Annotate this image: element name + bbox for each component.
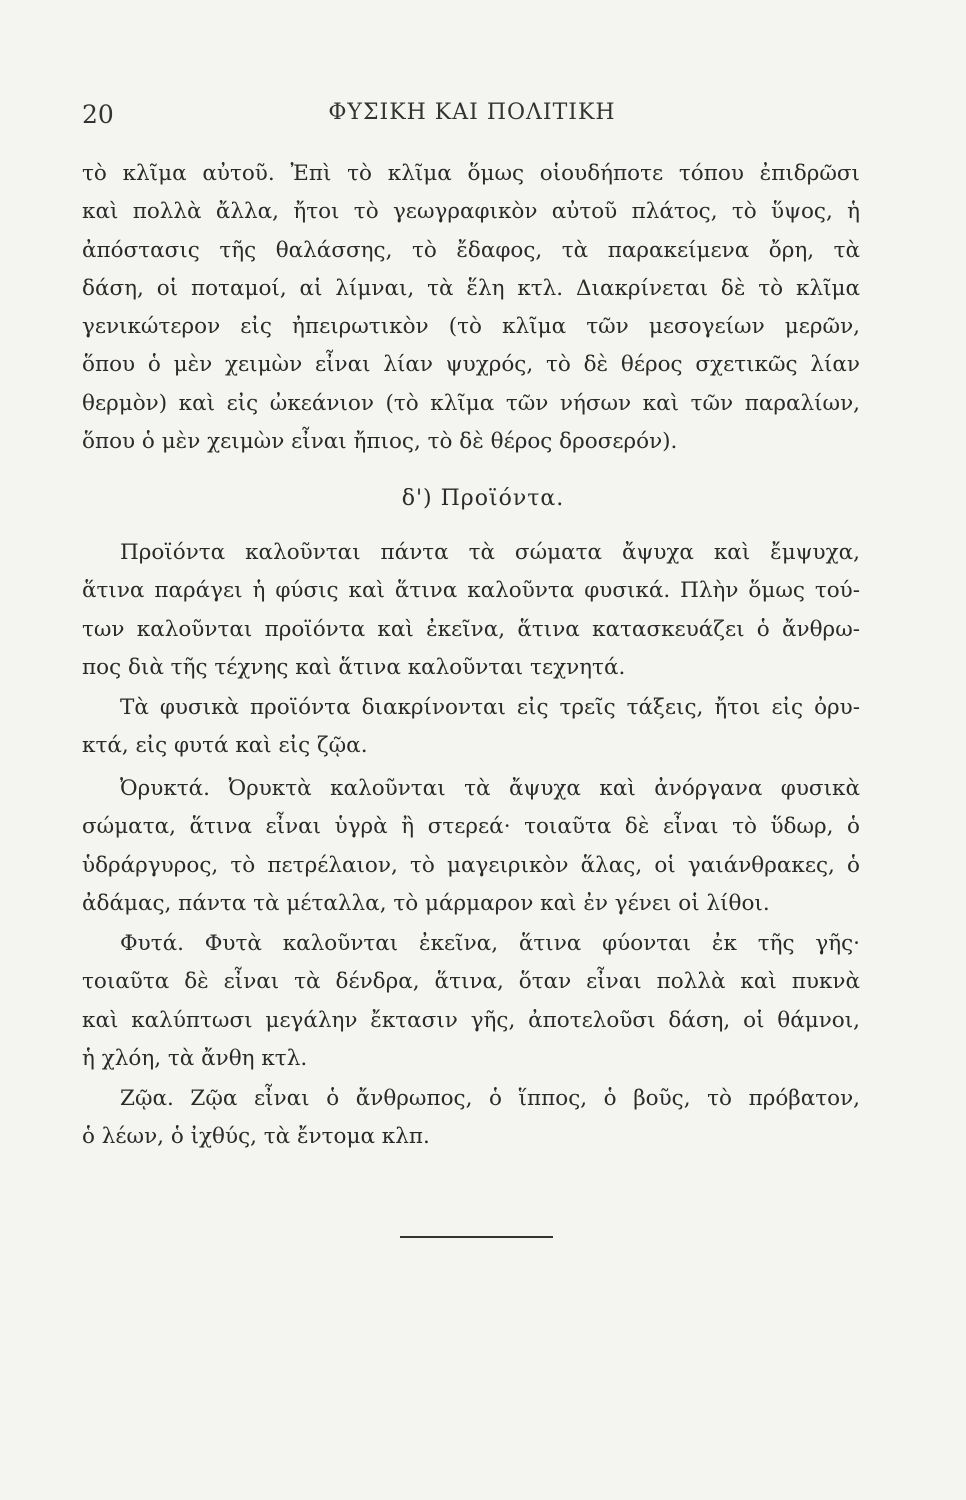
text-line: Φυτά. Φυτὰ καλοῦνται ἐκεῖνα, ἅτινα φύονται ἐκ τῆς γῆς· [120,931,860,956]
text-line: Ζῷα. Ζῷα εἶναι ὁ ἄνθρωπος, ὁ ἵππος, ὁ βοῦς, τὸ πρόβατον, [120,1086,860,1111]
paragraph-animals [82,1080,860,1157]
paragraph-products [82,534,860,687]
text-line: τὸ κλῖμα αὐτοῦ. Ἐπὶ τὸ κλῖμα ὅμως οἱουδήποτε τόπου ἐπιδρῶσι [82,161,860,186]
text-line: ὁ λέων, ὁ ἰχθύς, τὰ ἔντομα κλπ. [82,1124,430,1150]
text-line: Ὀρυκτά. Ὀρυκτὰ καλοῦνται τὰ ἄψυχα καὶ ἀνόργανα φυσικὰ [120,776,860,801]
text-line: ὅπου ὁ μὲν χειμὼν εἶναι λίαν ψυχρός, τὸ δὲ θέρος σχετικῶς λίαν [82,352,860,378]
text-line: κτά, εἰς φυτά καὶ εἰς ζῷα. [82,733,368,759]
section-heading: δ') Προϊόντα. [401,486,565,511]
text-line: δάση, οἱ ποταμοί, αἱ λίμναι, τὰ ἕλη κτλ. Διακρίνεται δὲ τὸ κλῖμα [82,275,860,301]
text-line: θερμὸν) καὶ εἰς ὠκεάνιον (τὸ κλῖμα τῶν νήσων καὶ τῶν παραλίων, [82,390,860,416]
paragraph-classes [82,689,860,766]
text-line: καὶ πολλὰ ἄλλα, ἤτοι τὸ γεωγραφικὸν αὐτοῦ πλάτος, τὸ ὕψος, ἡ [82,199,860,225]
text-line: των καλοῦνται προϊόντα καὶ ἐκεῖνα, ἅτινα κατασκευάζει ὁ ἄνθρω- [82,616,860,642]
paragraph-climate [82,155,860,461]
text-line: σώματα, ἅτινα εἶναι ὑγρὰ ἢ στερεά· τοιαῦτα δὲ εἶναι τὸ ὕδωρ, ὁ [82,814,860,840]
end-rule [400,1236,553,1238]
paragraph-minerals [82,770,860,923]
paragraph-plants [82,925,860,1078]
text-line: ἀπόστασις τῆς θαλάσσης, τὸ ἔδαφος, τὰ παρακείμενα ὄρη, τὰ [82,237,860,263]
text-line: πος διὰ τῆς τέχνης καὶ ἅτινα καλοῦνται τεχνητά. [82,654,626,680]
text-line: καὶ καλύπτωσι μεγάλην ἔκτασιν γῆς, ἀποτελοῦσι δάση, οἱ θάμνοι, [82,1007,860,1033]
text-line: γενικώτερον εἰς ἠπειρωτικὸν (τὸ κλῖμα τῶν μεσογείων μερῶν, [82,314,860,340]
text-line: ἀδάμας, πάντα τὰ μέταλλα, τὸ μάρμαρον καὶ ἐν γένει οἱ λίθοι. [82,890,770,916]
running-title: ΦΥΣΙΚΗ ΚΑΙ ΠΟΛΙΤΙΚΗ [328,100,616,125]
text-line: Προϊόντα καλοῦνται πάντα τὰ σώματα ἄψυχα καὶ ἔμψυχα, [120,540,860,565]
text-line: ὅπου ὁ μὲν χειμὼν εἶναι ἤπιος, τὸ δὲ θέρος δροσερόν). [82,429,678,455]
page-number: 20 [82,100,114,129]
text-line: ἡ χλόη, τὰ ἄνθη κτλ. [82,1045,308,1071]
text-line: τοιαῦτα δὲ εἶναι τὰ δένδρα, ἅτινα, ὅταν εἶναι πολλὰ καὶ πυκνὰ [82,969,860,995]
running-head [82,100,862,140]
text-line: Τὰ φυσικὰ προϊόντα διακρίνονται εἰς τρεῖς τάξεις, ἤτοι εἰς ὀρυ- [120,695,860,720]
text-line: ὑδράργυρος, τὸ πετρέλαιον, τὸ μαγειρικὸν ἅλας, οἱ γαιάνθρακες, ὁ [82,852,860,878]
text-line: ἅτινα παράγει ἡ φύσις καὶ ἅτινα καλοῦντα φυσικά. Πλὴν ὅμως τού- [82,578,860,604]
